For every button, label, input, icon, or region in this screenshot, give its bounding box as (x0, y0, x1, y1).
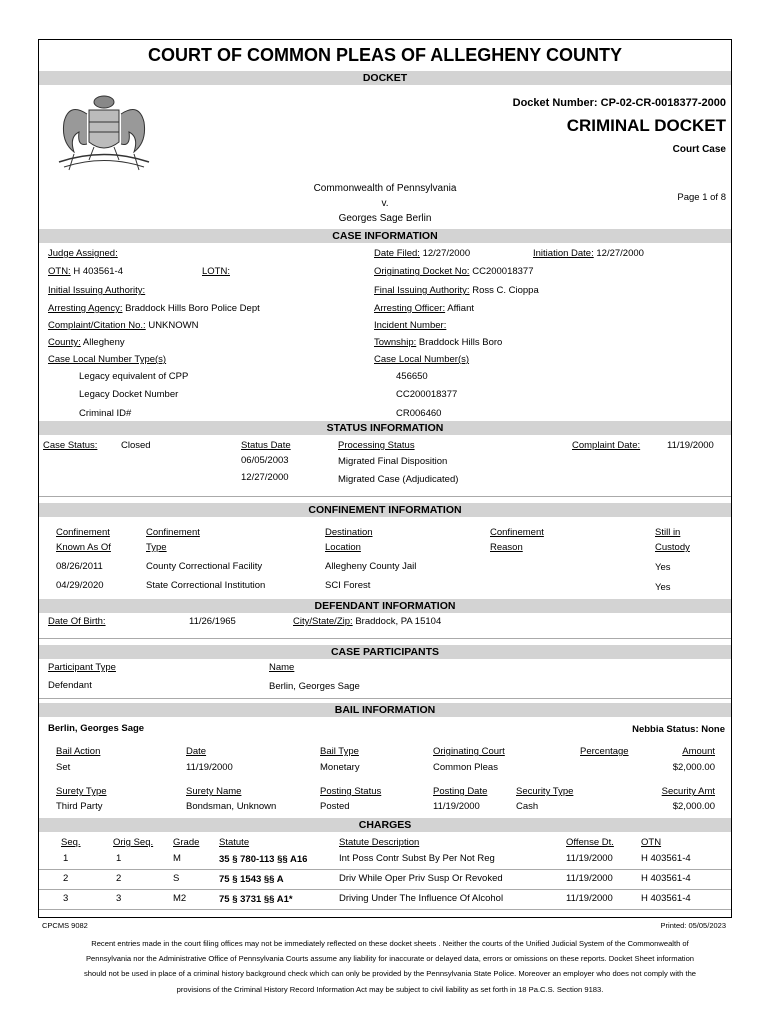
surety-type-header: Surety Type (56, 786, 107, 797)
arresting-agency-label: Arresting Agency: (48, 303, 123, 314)
page-counter: Page 1 of 8 (677, 192, 726, 203)
status-information-bar: STATUS INFORMATION (39, 421, 731, 435)
date-of-birth-value: 11/26/1965 (189, 616, 236, 627)
confinement-type-header: Confinement (146, 527, 200, 538)
charge-otn-cell: H 403561-4 (641, 873, 691, 884)
posting-status-header: Posting Status (320, 786, 382, 797)
final-issuing-authority-value: Ross C. Cioppa (472, 285, 539, 296)
bail-information-bar: BAIL INFORMATION (39, 703, 731, 717)
destination-cell: Allegheny County Jail (325, 561, 417, 572)
section-divider (39, 496, 731, 497)
row-divider (39, 889, 731, 890)
participant-name-cell: Berlin, Georges Sage (269, 681, 360, 692)
posting-date-cell: 11/19/2000 (433, 801, 480, 812)
arresting-officer-row (374, 303, 474, 314)
charge-statute-cell: 75 § 1543 §§ A (219, 874, 284, 885)
final-issuing-authority-label: Final Issuing Authority: (374, 285, 470, 296)
court-title: COURT OF COMMON PLEAS OF ALLEGHENY COUNTY (147, 45, 622, 65)
complaint-citation-value: UNKNOWN (148, 320, 199, 331)
charge-statute-cell: 35 § 780-113 §§ A16 (219, 854, 308, 865)
printed-date: Printed: 05/05/2023 (660, 921, 726, 930)
charge-seq-cell: 3 (63, 893, 69, 904)
charge-seq-cell: 1 (63, 853, 69, 864)
county-value: Allegheny (82, 337, 125, 348)
charge-offense-date-cell: 11/19/2000 (566, 873, 613, 884)
form-id: CPCMS 9082 (42, 921, 88, 930)
bail-type-header: Bail Type (320, 746, 359, 757)
case-information-bar: CASE INFORMATION (39, 229, 731, 243)
initiation-date-row (533, 248, 644, 259)
charge-orig-seq-cell: 3 (116, 893, 122, 904)
section-divider (39, 698, 731, 699)
custody-cell: Yes (655, 582, 671, 593)
charge-offense-date-cell: 11/19/2000 (566, 853, 613, 864)
confinement-type-cell: County Correctional Facility (146, 561, 263, 572)
complaint-citation-row (48, 320, 198, 331)
custody-cell: Yes (655, 562, 671, 573)
initiation-date-value: 12/27/2000 (596, 248, 644, 259)
charge-description-cell: Int Poss Contr Subst By Per Not Reg (339, 853, 495, 864)
charges-bar: CHARGES (39, 818, 731, 832)
pennsylvania-seal-icon (49, 92, 159, 177)
confinement-reason-header: Reason (490, 542, 523, 553)
arresting-agency-value: Braddock Hills Boro Police Dept (125, 303, 260, 314)
status-date-cell: 12/27/2000 (241, 472, 289, 483)
local-number-item: CC200018377 (396, 389, 458, 400)
arresting-officer-value: Affiant (447, 303, 474, 314)
still-in-custody-header: Custody (655, 542, 690, 553)
security-amt-header: Security Amt (661, 786, 715, 797)
date-filed-value: 12/27/2000 (422, 248, 471, 259)
charge-offense-date-cell: 11/19/2000 (566, 893, 613, 904)
offense-date-header: Offense Dt. (566, 837, 614, 848)
confinement-known-as-header: Confinement (56, 527, 110, 538)
bail-type-cell: Monetary (320, 762, 360, 773)
otn-label: OTN: (48, 266, 71, 277)
docket-bar: DOCKET (39, 71, 731, 85)
case-local-number-types-label: Case Local Number Type(s) (48, 354, 167, 365)
charge-orig-seq-cell: 2 (116, 873, 122, 884)
originating-docket-label: Originating Docket No: (374, 266, 470, 277)
court-case-label: Court Case (672, 144, 726, 155)
section-divider (39, 638, 731, 639)
local-type-item: Legacy Docket Number (79, 389, 179, 400)
charge-otn-cell: H 403561-4 (641, 893, 691, 904)
charge-grade-cell: S (173, 873, 180, 884)
posting-status-cell: Posted (320, 801, 350, 812)
caption-defendant: Georges Sage Berlin (338, 213, 432, 224)
charge-description-cell: Driv While Oper Priv Susp Or Revoked (339, 873, 503, 884)
still-in-custody-header: Still in (655, 527, 681, 538)
city-state-zip-row (293, 616, 441, 627)
processing-status-header: Processing Status (338, 440, 415, 451)
local-type-item: Criminal ID# (79, 408, 132, 419)
amount-cell: $2,000.00 (672, 762, 715, 773)
otn-value: H 403561-4 (73, 266, 123, 277)
confinement-known-as-header: Known As Of (56, 542, 111, 553)
seq-header: Seq. (61, 837, 81, 848)
county-label: County: (48, 337, 81, 348)
amount-header: Amount (682, 746, 715, 757)
date-filed-label: Date Filed: (374, 248, 420, 259)
local-type-item: Legacy equivalent of CPP (79, 371, 189, 382)
confinement-reason-header: Confinement (490, 527, 544, 538)
charge-statute-cell: 75 § 3731 §§ A1* (219, 894, 293, 905)
charge-otn-cell: H 403561-4 (641, 853, 691, 864)
originating-court-cell: Common Pleas (433, 762, 498, 773)
criminal-docket-heading: CRIMINAL DOCKET (566, 116, 726, 135)
row-divider (39, 869, 731, 870)
destination-cell: SCI Forest (325, 580, 371, 591)
defendant-information-bar: DEFENDANT INFORMATION (39, 599, 731, 613)
bail-person-name: Berlin, Georges Sage (48, 723, 145, 734)
docket-number: Docket Number: CP-02-CR-0018377-2000 (512, 97, 726, 109)
incident-number-label: Incident Number: (374, 320, 447, 331)
final-issuing-authority-row (374, 285, 539, 296)
nebbia-status: Nebbia Status: None (632, 724, 725, 735)
row-divider (39, 909, 731, 910)
case-local-numbers-label: Case Local Number(s) (374, 354, 470, 365)
processing-status-cell: Migrated Case (Adjudicated) (338, 474, 459, 485)
charge-orig-seq-cell: 1 (116, 853, 122, 864)
lotn-label: LOTN: (202, 266, 230, 277)
arresting-officer-label: Arresting Officer: (374, 303, 446, 314)
security-type-header: Security Type (516, 786, 574, 797)
caption-plaintiff: Commonwealth of Pennsylvania (313, 183, 457, 194)
statute-header: Statute (219, 837, 250, 848)
bail-action-header: Bail Action (56, 746, 101, 757)
charge-seq-cell: 2 (63, 873, 69, 884)
processing-status-cell: Migrated Final Disposition (338, 456, 448, 467)
initial-issuing-authority-label: Initial Issuing Authority: (48, 285, 146, 296)
originating-court-header: Originating Court (433, 746, 505, 757)
security-type-cell: Cash (516, 801, 539, 812)
participant-name-header: Name (269, 662, 295, 673)
charge-otn-header: OTN (641, 837, 662, 848)
city-state-zip-label: City/State/Zip: (293, 616, 353, 627)
arresting-agency-row (48, 303, 260, 314)
confinement-type-cell: State Correctional Institution (146, 580, 266, 591)
security-amt-cell: $2,000.00 (672, 801, 715, 812)
surety-type-cell: Third Party (56, 801, 103, 812)
destination-header: Location (325, 542, 361, 553)
case-participants-bar: CASE PARTICIPANTS (39, 645, 731, 659)
percentage-header: Percentage (580, 746, 629, 757)
complaint-date-label: Complaint Date: (572, 440, 641, 451)
bail-date-cell: 11/19/2000 (186, 762, 233, 773)
disclaimer-text: Recent entries made in the court filing offices may not be immediately reflected on these docket sheets . Neither the courts of the Unified Judicial System of the Commonwealth of Pennsylvania nor the Administrative Office of Pennsylvania Courts assume any liability for inaccurate or delayed data, errors or omissions on these reports. Docket Sheet information should not be used in place of a criminal history background check which can only be provided by the Pennsylvania State Police. Moreover an employer who does not comply with the provisions of the Criminal History Record Information Act may be subject to civil liability as set forth in 18 Pa.C.S. Section 9183. (83, 939, 697, 994)
local-number-item: 456650 (396, 371, 428, 382)
charge-grade-cell: M2 (173, 893, 187, 904)
complaint-date-value: 11/19/2000 (667, 440, 714, 451)
participant-type-header: Participant Type (48, 662, 116, 673)
date-of-birth-label: Date Of Birth: (48, 616, 106, 627)
complaint-citation-label: Complaint/Citation No.: (48, 320, 146, 331)
charge-description-cell: Driving Under The Influence Of Alcohol (339, 893, 504, 904)
docket-frame (38, 39, 732, 918)
statute-description-header: Statute Description (339, 837, 420, 848)
case-status-label: Case Status: (43, 440, 98, 451)
originating-docket-value: CC200018377 (472, 266, 534, 277)
surety-name-header: Surety Name (186, 786, 242, 797)
county-row (48, 337, 125, 348)
status-date-header: Status Date (241, 440, 291, 451)
caption-versus: v. (381, 198, 389, 209)
orig-seq-header: Orig Seq. (113, 837, 154, 848)
initiation-date-label: Initiation Date: (533, 248, 594, 259)
confinement-information-bar: CONFINEMENT INFORMATION (39, 503, 731, 517)
confinement-date-cell: 08/26/2011 (56, 561, 103, 572)
destination-header: Destination (325, 527, 373, 538)
surety-name-cell: Bondsman, Unknown (186, 801, 277, 812)
charge-grade-cell: M (173, 853, 181, 864)
bail-date-header: Date (186, 746, 207, 757)
bail-action-cell: Set (56, 762, 71, 773)
posting-date-header: Posting Date (433, 786, 488, 797)
city-state-zip-value: Braddock, PA 15104 (355, 616, 442, 627)
otn-row (48, 266, 123, 277)
confinement-type-header: Type (146, 542, 167, 553)
originating-docket-row (374, 266, 534, 277)
township-row (374, 337, 502, 348)
local-number-item: CR006460 (396, 408, 442, 419)
township-label: Township: (374, 337, 417, 348)
date-filed-row (374, 248, 470, 259)
township-value: Braddock Hills Boro (418, 337, 503, 348)
grade-header: Grade (173, 837, 200, 848)
confinement-date-cell: 04/29/2020 (56, 580, 104, 591)
case-status-value: Closed (121, 440, 151, 451)
status-date-cell: 06/05/2003 (241, 455, 289, 466)
judge-assigned-label: Judge Assigned: (48, 248, 118, 259)
participant-type-cell: Defendant (48, 680, 92, 691)
